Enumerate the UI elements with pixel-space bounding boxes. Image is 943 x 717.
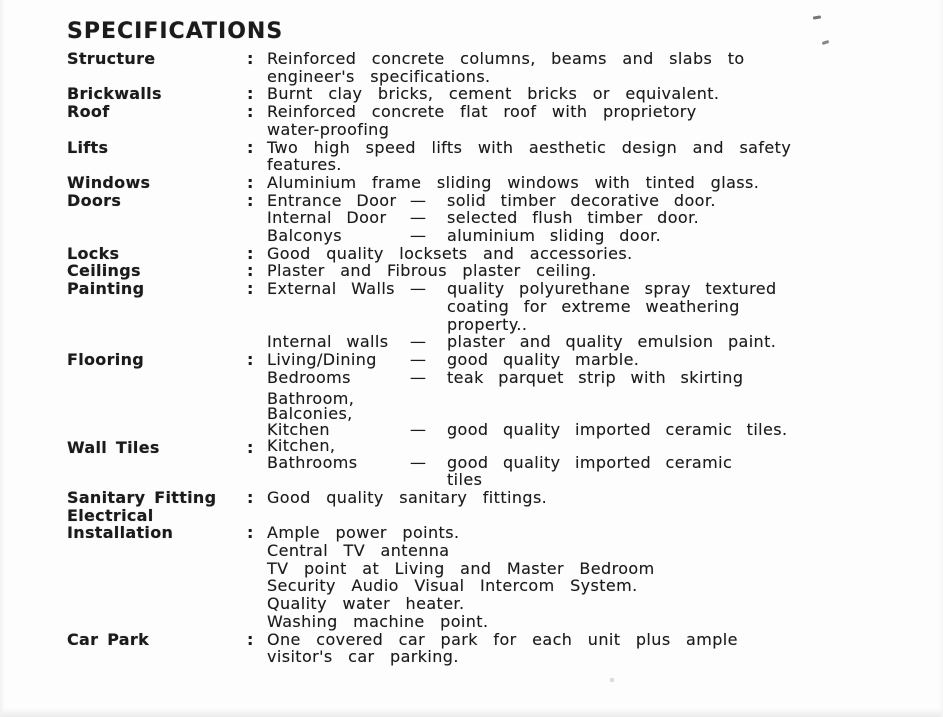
spec-label: Structure <box>67 49 156 68</box>
spec-sub-row <box>267 280 907 298</box>
spec-line: Central TV antenna <box>267 541 450 561</box>
colon-separator: : <box>247 438 254 458</box>
spec-sub-label: External Walls <box>267 279 395 299</box>
spec-label: Flooring <box>67 349 145 369</box>
spec-sub-desc: coating for extreme weathering <box>447 296 740 316</box>
spec-content <box>267 50 907 85</box>
spec-row <box>67 174 927 192</box>
dash-separator: — <box>410 190 427 210</box>
spec-content <box>267 280 907 351</box>
spec-row <box>67 85 927 103</box>
spec-label: Windows <box>67 172 151 192</box>
page-right-edge-shadow <box>939 0 943 717</box>
spec-sub-label: Kitchen <box>267 420 330 440</box>
spec-label: Painting <box>67 279 145 299</box>
spec-line: visitor's car parking. <box>267 647 459 667</box>
spec-line: One covered car park for each unit plus ample <box>267 629 738 649</box>
spec-line: TV point at Living and Master Bedroom <box>267 558 655 578</box>
spec-row <box>67 192 927 245</box>
spec-line: water-proofing <box>267 119 390 139</box>
spec-content <box>267 262 907 280</box>
dash-separator <box>410 316 447 334</box>
spec-sub-desc: solid timber decorative door. <box>447 190 716 210</box>
spec-line: Plaster and Fibrous plaster ceiling. <box>267 261 597 281</box>
spec-line: Quality water heater. <box>267 594 465 614</box>
spec-row <box>67 631 927 666</box>
spec-line: Security Audio Visual Intercom System. <box>267 576 638 596</box>
spec-content <box>267 436 907 490</box>
spec-line: engineer's specifications. <box>267 66 491 86</box>
scan-speck <box>610 678 614 682</box>
scan-speck <box>822 40 830 45</box>
spec-line: Good quality sanitary fittings. <box>267 487 548 507</box>
spec-line: Two high speed lifts with aesthetic design and safety <box>267 137 792 157</box>
spec-label: Roof <box>67 102 110 122</box>
colon-separator: : <box>247 261 254 281</box>
spec-line: Reinforced concrete columns, beams and slabs to <box>267 49 745 68</box>
dash-separator: — <box>410 420 427 440</box>
spec-sub-label: Internal walls <box>267 332 389 352</box>
spec-sub-desc: plaster and quality emulsion paint. <box>447 332 777 352</box>
spec-label: Car Park <box>67 629 150 649</box>
colon-separator: : <box>247 629 254 649</box>
colon-separator: : <box>247 243 254 263</box>
colon-separator: : <box>247 487 254 507</box>
colon-separator: : <box>247 102 254 122</box>
spec-line: Reinforced concrete flat roof with proprietory <box>267 102 697 122</box>
spec-sub-desc <box>447 407 907 422</box>
spec-line: Washing machine point. <box>267 611 489 631</box>
spec-sub-desc: good quality marble. <box>447 349 640 369</box>
spec-sub-row <box>267 298 907 316</box>
spec-sub-row <box>267 209 907 227</box>
spec-label: Wall Tiles <box>67 438 160 458</box>
spec-content <box>267 192 907 245</box>
spec-label: Sanitary Fitting <box>67 487 217 507</box>
colon-separator: : <box>247 190 254 210</box>
spec-content <box>267 245 907 263</box>
spec-sub-row <box>267 471 907 489</box>
spec-row <box>67 489 927 507</box>
page-left-edge-shadow <box>0 0 5 717</box>
spec-sub-row <box>267 351 907 369</box>
dash-separator <box>410 392 447 407</box>
spec-line: Ample power points. <box>267 523 460 543</box>
spec-sub-label <box>267 316 410 334</box>
spec-sub-row <box>267 316 907 334</box>
spec-content <box>267 489 907 507</box>
spec-content <box>267 351 907 439</box>
spec-sub-row <box>267 389 907 409</box>
spec-label: Locks <box>67 243 120 263</box>
spec-sub-row <box>267 403 907 423</box>
dash-separator <box>410 407 447 422</box>
spec-sub-label: Bedrooms <box>267 367 351 387</box>
spec-content <box>267 174 907 192</box>
spec-sub-desc: selected flush timber door. <box>447 208 700 228</box>
spec-line: Aluminium frame sliding windows with tinted glass. <box>267 172 760 192</box>
spec-row <box>67 103 927 138</box>
spec-sub-label <box>267 298 410 316</box>
dash-separator <box>410 439 447 454</box>
dash-separator: — <box>410 279 427 299</box>
spec-sub-desc: quality polyurethane spray textured <box>447 279 777 299</box>
spec-sub-desc <box>447 392 907 407</box>
spec-label: Ceilings <box>67 261 141 281</box>
spec-label: Lifts <box>67 137 109 157</box>
dash-separator <box>410 471 447 489</box>
spec-sub-desc: aluminium sliding door. <box>447 226 662 246</box>
spec-sub-row <box>267 192 907 210</box>
spec-sub-label: Bathroom, <box>267 389 355 409</box>
spec-row <box>67 507 927 525</box>
spec-sub-label: Entrance Door <box>267 190 397 210</box>
dash-separator: — <box>410 226 427 246</box>
spec-label: Brickwalls <box>67 84 162 104</box>
dash-separator: — <box>410 452 427 472</box>
dash-separator: — <box>410 367 427 387</box>
spec-content <box>267 524 907 630</box>
spec-label: Installation <box>67 523 174 543</box>
colon-separator: : <box>247 49 254 68</box>
spec-sub-row <box>267 421 907 439</box>
spec-content <box>267 631 907 666</box>
page-title: SPECIFICATIONS <box>67 19 284 44</box>
spec-sub-label <box>267 471 410 489</box>
colon-separator: : <box>247 349 254 369</box>
spec-sub-label: Living/Dining <box>267 349 377 369</box>
spec-row <box>67 245 927 263</box>
spec-sub-row <box>267 436 907 456</box>
spec-sub-desc <box>447 439 907 454</box>
spec-row <box>67 436 927 490</box>
spec-content <box>267 85 907 103</box>
spec-sub-desc: tiles <box>447 470 483 490</box>
spec-sub-desc: property.. <box>447 314 528 334</box>
spec-content <box>267 103 907 138</box>
colon-separator: : <box>247 279 254 299</box>
spec-line: Good quality locksets and accessories. <box>267 243 633 263</box>
spec-line: Burnt clay bricks, cement bricks or equivalent. <box>267 84 720 104</box>
spec-sub-label: Bathrooms <box>267 452 358 472</box>
spec-sub-label: Kitchen, <box>267 436 336 456</box>
colon-separator: : <box>247 137 254 157</box>
spec-sub-label: Internal Door <box>267 208 387 228</box>
spec-sub-label: Balconys <box>267 226 342 246</box>
spec-sub-desc: teak parquet strip with skirting <box>447 367 744 387</box>
spec-row <box>67 280 927 351</box>
dash-separator: — <box>410 208 427 228</box>
spec-sub-label: Balconies, <box>267 403 353 423</box>
colon-separator: : <box>247 523 254 543</box>
spec-sub-row <box>267 454 907 472</box>
spec-sub-row <box>267 333 907 351</box>
spec-sub-row <box>267 227 907 245</box>
spec-label: Doors <box>67 190 122 210</box>
specifications-table <box>67 50 927 666</box>
page-bottom-edge-shadow <box>0 708 943 717</box>
dash-separator: — <box>410 332 427 352</box>
spec-row <box>67 50 927 85</box>
spec-sub-desc: good quality imported ceramic tiles. <box>447 420 788 440</box>
spec-row <box>67 524 927 630</box>
dash-separator <box>410 298 447 316</box>
spec-content <box>267 507 907 525</box>
dash-separator: — <box>410 349 427 369</box>
colon-separator: : <box>247 172 254 192</box>
spec-content <box>267 139 907 174</box>
spec-row <box>67 139 927 174</box>
spec-label: Electrical <box>67 505 154 525</box>
spec-sub-desc: good quality imported ceramic <box>447 452 733 472</box>
spec-sub-row <box>267 369 907 387</box>
colon-separator: : <box>247 84 254 104</box>
spec-line: features. <box>267 155 342 175</box>
spec-row <box>67 262 927 280</box>
spec-row <box>67 351 927 439</box>
